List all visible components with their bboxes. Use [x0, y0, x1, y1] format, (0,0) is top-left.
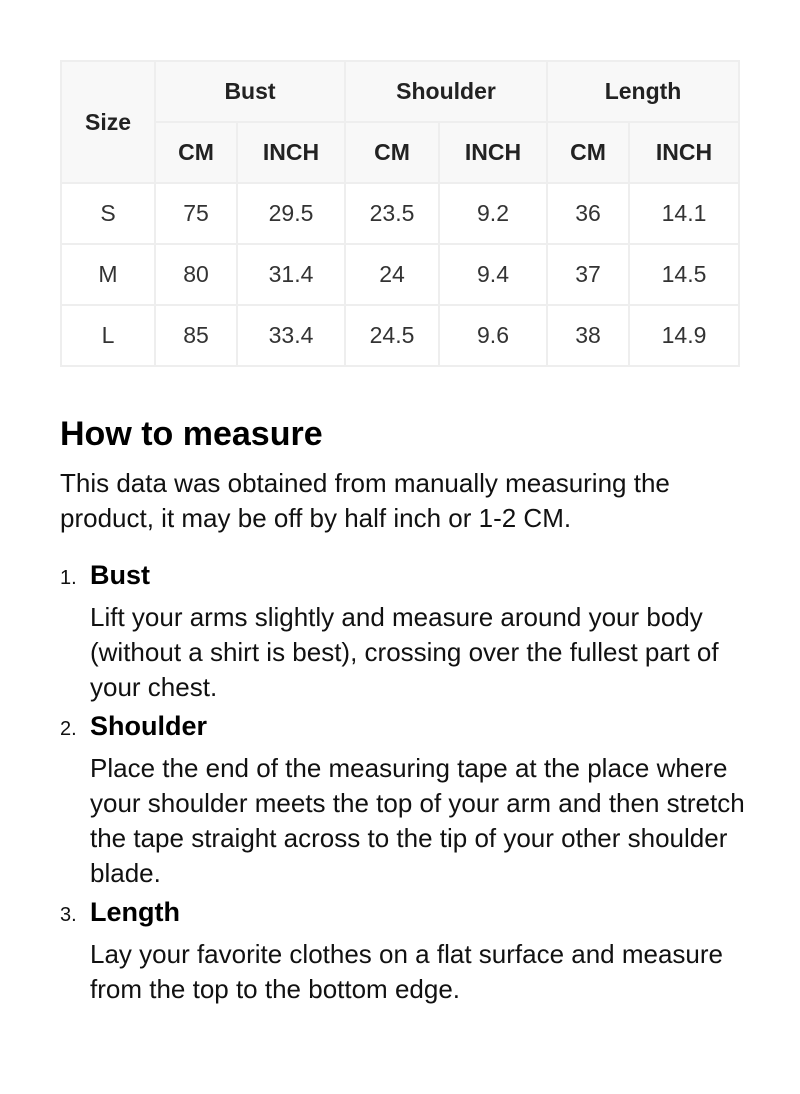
list-item	[60, 558, 750, 705]
unit-header: CM	[345, 122, 439, 183]
section-title: How to measure	[60, 415, 323, 453]
size-cell: M	[61, 244, 155, 305]
step-title-length: Length	[90, 897, 180, 927]
size-column-header: Size	[61, 61, 155, 183]
table-cell: 29.5	[237, 183, 345, 244]
step-description: Lay your favorite clothes on a flat surface and measure from the top to the bottom edge.	[90, 939, 724, 1004]
table-cell: 9.6	[439, 305, 547, 366]
table-group-header-row	[61, 61, 739, 122]
table-cell: 80	[155, 244, 237, 305]
table-cell: 31.4	[237, 244, 345, 305]
table-cell: 33.4	[237, 305, 345, 366]
table-cell: 14.9	[629, 305, 739, 366]
table-cell: 23.5	[345, 183, 439, 244]
table-row	[61, 305, 739, 366]
list-item	[60, 709, 750, 891]
how-to-measure-section	[60, 410, 750, 1011]
step-description: Place the end of the measuring tape at the place where your shoulder meets the top of your arm and then stretch the tape straight across to the tip of your other shoulder blade.	[90, 753, 745, 888]
unit-header: INCH	[237, 122, 345, 183]
step-title-shoulder: Shoulder	[90, 711, 208, 741]
step-number: 2.	[60, 718, 77, 740]
shoulder-group-header: Shoulder	[345, 61, 547, 122]
length-group-header: Length	[547, 61, 739, 122]
table-unit-header-row	[61, 122, 739, 183]
measure-steps-list	[60, 558, 750, 1007]
step-number: 1.	[60, 567, 77, 589]
table-cell: 14.1	[629, 183, 739, 244]
step-number: 3.	[60, 904, 77, 926]
table-cell: 75	[155, 183, 237, 244]
list-item	[60, 895, 750, 1007]
table-row	[61, 183, 739, 244]
table-cell: 38	[547, 305, 629, 366]
table-cell: 24.5	[345, 305, 439, 366]
step-title-bust: Bust	[90, 560, 150, 590]
size-cell: S	[61, 183, 155, 244]
size-cell: L	[61, 305, 155, 366]
table-cell: 36	[547, 183, 629, 244]
table-cell: 14.5	[629, 244, 739, 305]
unit-header: CM	[547, 122, 629, 183]
table-cell: 37	[547, 244, 629, 305]
size-chart-table	[60, 60, 740, 367]
table-row	[61, 244, 739, 305]
unit-header: CM	[155, 122, 237, 183]
step-description: Lift your arms slightly and measure around your body (without a shirt is best), crossing over the fullest part of your chest.	[90, 602, 719, 702]
unit-header: INCH	[629, 122, 739, 183]
bust-group-header: Bust	[155, 61, 345, 122]
table-cell: 24	[345, 244, 439, 305]
unit-header: INCH	[439, 122, 547, 183]
table-cell: 9.4	[439, 244, 547, 305]
intro-text: This data was obtained from manually measuring the product, it may be off by half inch or 1-2 CM.	[60, 468, 670, 533]
table-cell: 9.2	[439, 183, 547, 244]
table-cell: 85	[155, 305, 237, 366]
